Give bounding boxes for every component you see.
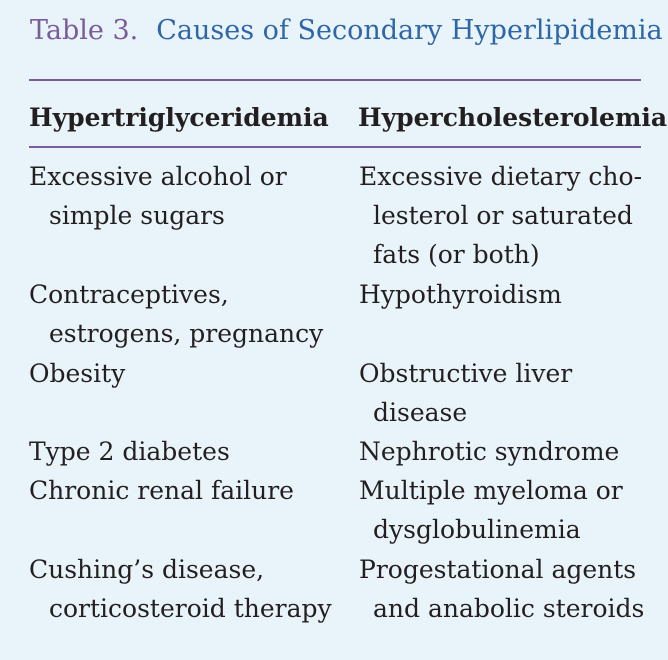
- column-header-hypertriglyceridemia: Hypertriglyceridemia: [29, 103, 329, 132]
- table-label: Table 3.: [30, 15, 139, 46]
- cell-line: Chronic renal failure: [29, 476, 294, 505]
- cell-line: Multiple myeloma or: [359, 476, 623, 505]
- cell-line: estrogens, pregnancy: [49, 319, 324, 348]
- table-cell-left: [29, 157, 287, 235]
- cell-line: Excessive dietary cho-: [359, 162, 643, 191]
- cell-line: fats (or both): [373, 240, 540, 269]
- cell-line: and anabolic steroids: [373, 594, 645, 623]
- cell-line: simple sugars: [49, 201, 225, 230]
- table-cell-right: [359, 550, 644, 628]
- table-cell-right: [359, 471, 623, 549]
- cell-line: lesterol or saturated: [373, 201, 633, 230]
- cell-line: Cushing’s disease,: [29, 555, 265, 584]
- cell-line: disease: [373, 398, 468, 427]
- cell-line: Nephrotic syndrome: [359, 437, 620, 466]
- table-title-text: Causes of Secondary Hyperlipidemia: [156, 15, 663, 46]
- table-cell-right: [359, 275, 562, 314]
- table-cell-left: [29, 471, 294, 510]
- table-cell-left: [29, 354, 125, 393]
- table-cell-right: [359, 157, 642, 274]
- cell-line: Progestational agents: [359, 555, 637, 584]
- table-cell-right: [359, 354, 572, 432]
- cell-line: Obesity: [29, 359, 126, 388]
- header-rule: [29, 146, 641, 148]
- cell-line: dysglobulinemia: [373, 515, 581, 544]
- column-header-hypercholesterolemia: Hypercholesterolemia: [358, 103, 668, 132]
- cell-line: Type 2 diabetes: [29, 437, 230, 466]
- top-rule: [29, 79, 641, 81]
- cell-line: Contraceptives,: [29, 280, 229, 309]
- cell-line: corticosteroid therapy: [49, 594, 332, 623]
- cell-line: Excessive alcohol or: [29, 162, 287, 191]
- cell-line: Hypothyroidism: [359, 280, 562, 309]
- table-cell-right: [359, 432, 619, 471]
- cell-line: Obstructive liver: [359, 359, 573, 388]
- table-cell-left: [29, 432, 230, 471]
- table-title: [30, 12, 663, 50]
- table-cell-left: [29, 550, 332, 628]
- table-cell-left: [29, 275, 323, 353]
